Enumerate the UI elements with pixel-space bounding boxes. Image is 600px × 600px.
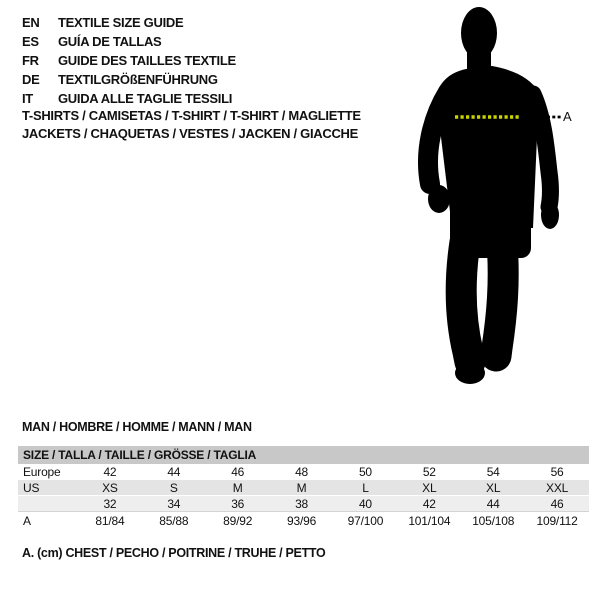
size-cell: 34 [167,496,181,511]
size-cell: 42 [103,465,117,479]
man-silhouette-figure [405,0,600,400]
section-title-man: MAN / HOMBRE / HOMME / MANN / MAN [22,420,252,434]
size-cell: 97/100 [347,513,384,528]
size-cell: XXL [546,480,569,495]
size-cell: 81/84 [95,513,125,528]
size-cell: 89/92 [223,513,253,528]
language-row-fr [22,51,236,70]
size-table [18,446,589,529]
jackets-line: JACKETS / CHAQUETAS / VESTES / JACKEN / GIACCHE [22,125,358,141]
size-cell: XL [486,480,501,495]
size-cell: 44 [167,465,181,479]
left-leg-shape [461,242,470,362]
size-cell: 56 [550,465,564,479]
language-code: FR [22,53,39,68]
language-row-es [22,32,236,51]
language-label: TEXTILE SIZE GUIDE [58,15,184,30]
language-label: GUIDE DES TAILLES TEXTILE [58,53,236,68]
right-leg-shape [496,242,503,356]
language-code: IT [22,91,33,106]
measurement-footnote: A. (cm) CHEST / PECHO / POITRINE / TRUHE / PETTO [22,546,326,560]
garment-type-lines [22,107,361,142]
size-cell: 40 [358,496,372,511]
language-code: DE [22,72,40,87]
size-cell: 52 [422,465,436,479]
language-list [22,13,236,108]
language-row-de [22,70,236,89]
size-cell: 46 [231,465,245,479]
size-cell: 54 [486,465,500,479]
table-row-us [18,480,589,496]
size-cell: 46 [550,496,564,511]
table-row-chest-a [18,511,589,529]
right-hand-shape [541,201,559,229]
size-cell: 109/112 [536,513,578,528]
row-label: US [23,480,40,495]
size-cell: 93/96 [287,513,317,528]
row-label: Europe [23,465,61,479]
table-row-numeric [18,496,589,511]
size-cell: XL [422,480,437,495]
language-code: ES [22,34,39,49]
size-cell: M [296,480,307,495]
size-cell: 36 [231,496,245,511]
left-foot-shape [455,362,485,384]
size-cell: 101/104 [408,513,451,528]
size-cell: 38 [295,496,309,511]
language-label: GUIDA ALLE TAGLIE TESSILI [58,91,233,106]
size-cell: 42 [422,496,436,511]
size-cell: XS [102,480,118,495]
row-label: A [23,513,31,528]
size-cell: 85/88 [159,513,189,528]
size-cell: M [232,480,243,495]
language-row-en [22,13,236,32]
language-code: EN [22,15,40,30]
tshirts-line: T-SHIRTS / CAMISETAS / T-SHIRT / T-SHIRT / MAGLIETTE [22,108,361,123]
size-cell: 32 [103,496,117,511]
size-cell: 44 [486,496,500,511]
size-cell: 48 [295,465,309,479]
chest-marker-label: A [563,109,572,124]
size-table-header: SIZE / TALLA / TAILLE / GRÖSSE / TAGLIA [18,446,589,464]
language-row-it [22,89,236,108]
size-cell: S [169,480,178,495]
man-silhouette [428,7,559,384]
table-row-europe [18,464,589,480]
size-cell: 105/108 [472,513,515,528]
size-cell: 50 [358,465,372,479]
language-label: TEXTILGRÖßENFÜHRUNG [58,72,218,87]
neck-shape [467,44,491,70]
left-hand-shape [428,185,450,213]
language-label: GUÍA DE TALLAS [58,34,162,49]
right-foot-shape [483,352,509,370]
size-cell: L [362,480,369,495]
